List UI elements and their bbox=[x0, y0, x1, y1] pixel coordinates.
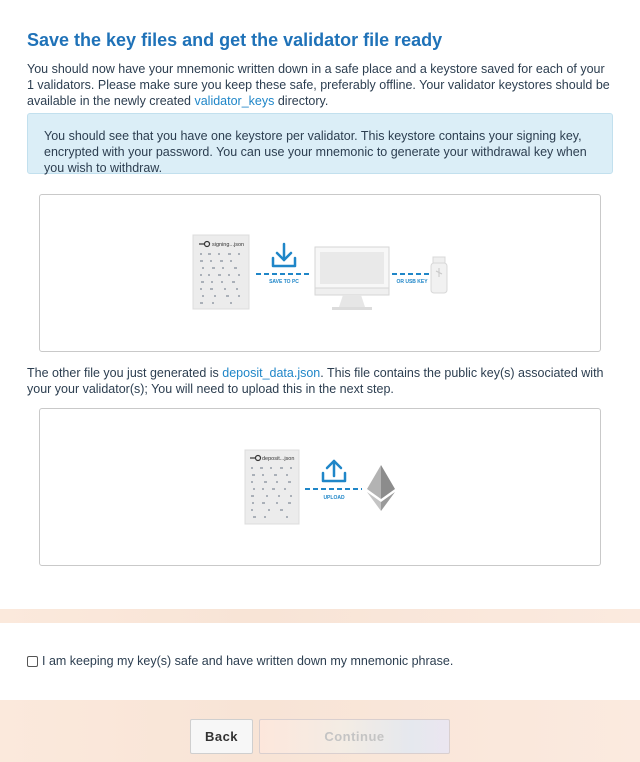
acknowledgement-label: I am keeping my key(s) safe and have written down my mnemonic phrase. bbox=[42, 654, 454, 668]
computer-monitor-icon bbox=[315, 247, 389, 310]
ethereum-logo-icon bbox=[367, 465, 395, 511]
intro-text-start: You should now have your mnemonic written down in a safe place and a keystore saved for each of your 1 validators. Please make sure you keep these safe, preferably offline. Your validator keystores should be available in the newly created bbox=[27, 62, 610, 108]
deposit-text-start: The other file you just generated is bbox=[27, 366, 223, 380]
validator-keys-link[interactable]: validator_keys bbox=[194, 94, 275, 108]
deposit-file-icon bbox=[245, 450, 299, 524]
divider-band bbox=[0, 609, 640, 623]
back-button[interactable]: Back bbox=[190, 719, 253, 754]
deposit-illustration bbox=[39, 408, 601, 566]
download-icon bbox=[273, 244, 295, 266]
deposit-text-end: . This file contains the public key(s) associated with your your validator(s); You will need to upload this in the next step. bbox=[27, 366, 604, 396]
usb-key-label: OR USB KEY bbox=[396, 279, 428, 285]
deposit-text bbox=[27, 365, 612, 397]
keystore-file-icon bbox=[193, 235, 249, 309]
intro-text bbox=[27, 61, 612, 109]
keystore-illustration bbox=[39, 194, 601, 352]
intro-text-end: directory. bbox=[274, 94, 329, 108]
keystore-file-label: signing...json bbox=[212, 242, 245, 248]
acknowledgement-checkbox[interactable] bbox=[27, 656, 38, 667]
keystore-info-callout: You should see that you have one keystore per validator. This keystore contains your signing key, encrypted with your password. You can use your mnemonic to generate your withdrawal key when you wish to withdraw. bbox=[27, 113, 613, 174]
page-title: Save the key files and get the validator file ready bbox=[27, 30, 443, 50]
upload-label: UPLOAD bbox=[323, 495, 345, 501]
acknowledgement-row[interactable] bbox=[27, 654, 453, 668]
save-to-pc-label: SAVE TO PC bbox=[269, 279, 299, 285]
deposit-data-link[interactable]: deposit_data.json bbox=[222, 366, 321, 380]
deposit-file-label: deposit...json bbox=[262, 456, 295, 462]
continue-button[interactable]: Continue bbox=[259, 719, 450, 754]
usb-stick-icon bbox=[431, 257, 447, 293]
upload-icon bbox=[323, 461, 345, 481]
